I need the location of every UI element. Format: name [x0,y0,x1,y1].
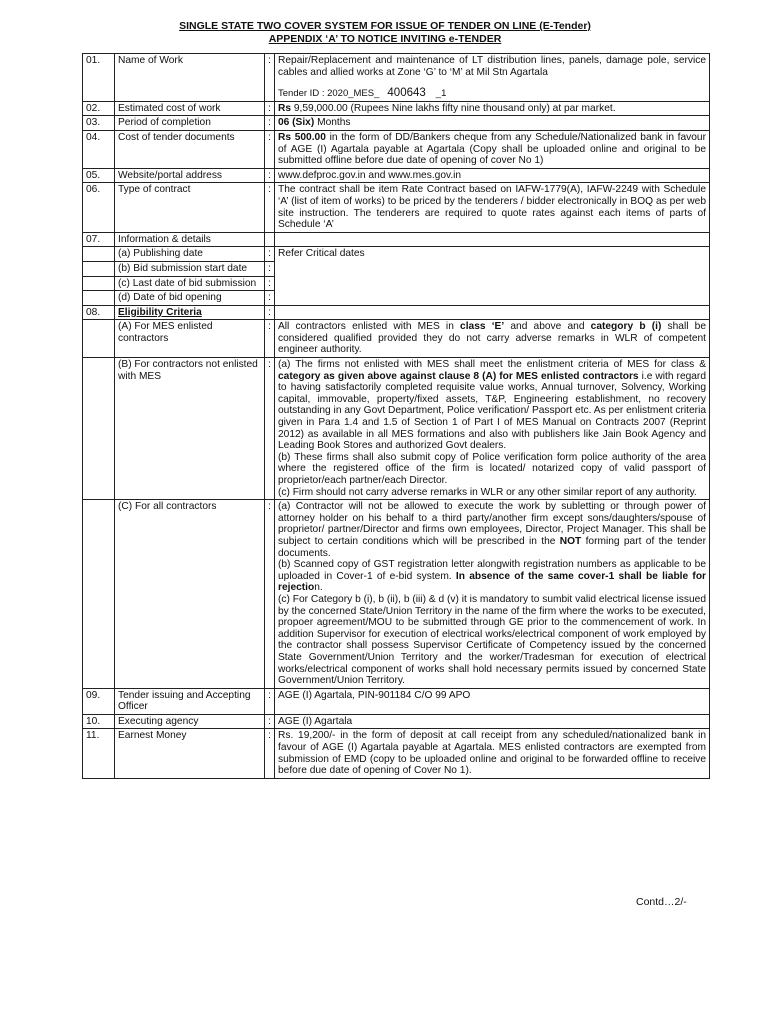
row-label: Information & details [115,232,265,247]
estimated-cost-text: 9,59,000.00 (Rupees Nine lakhs fifty nine thousand only) at par market. [291,102,616,114]
row-number: 09. [83,688,115,714]
table-row [83,500,710,689]
tender-cost-text: in the form of DD/Bankers cheque from any Schedule/Nationalized bank in favour of AGE (I) Agartala payable at Agartala (Copy shall be uploaded online and original to be submitted offline before due date of opening of cover No 1) [278,131,706,167]
table-row [83,168,710,183]
row-label: Earnest Money [115,729,265,778]
table-row [83,183,710,232]
paragraph [278,559,706,594]
tender-id-prefix: Tender ID : 2020_MES_ [278,88,380,100]
row-colon: : [265,183,275,232]
text-run: All contractors enlisted with MES in [278,321,461,333]
row-value [275,320,710,358]
row-value [275,116,710,131]
table-row [83,130,710,168]
sub-label: (d) Date of bid opening [115,291,265,306]
sub-label: (C) For all contractors [115,500,265,689]
row-colon: : [265,291,275,306]
text-run: (b) Scanned copy of GST registration letter alongwith registration numbers as applicable to be uploaded in Cover-1 of e-bid system. [278,559,706,582]
row-label: Website/portal address [115,168,265,183]
table-row [83,688,710,714]
row-colon: : [265,101,275,116]
row-label: Name of Work [115,54,265,102]
row-value: AGE (I) Agartala [275,714,710,729]
continued-note: Contd…2/- [636,896,687,908]
row-number: 06. [83,183,115,232]
table-row [83,116,710,131]
row-colon: : [265,168,275,183]
row-label: Type of contract [115,183,265,232]
sub-label: (A) For MES enlisted contractors [115,320,265,358]
sub-label: (B) For contractors not enlisted with MES [115,358,265,500]
row-colon: : [265,116,275,131]
text-run-bold: category b (i) [590,321,662,333]
tender-details-table [82,53,710,779]
row-colon: : [265,688,275,714]
row-number: 10. [83,714,115,729]
row-label: Tender issuing and Accepting Officer [115,688,265,714]
table-row [83,729,710,778]
row-number: 04. [83,130,115,168]
document-title: SINGLE STATE TWO COVER SYSTEM FOR ISSUE OF TENDER ON LINE (E-Tender) [179,20,591,32]
row-number: 08. [83,305,115,320]
row-colon: : [265,358,275,500]
table-row [83,320,710,358]
row-colon: : [265,500,275,689]
sub-label: (c) Last date of bid submission [115,276,265,291]
name-of-work-text: Repair/Replacement and maintenance of LT distribution lines, panels, damage pole, service cables and allied works at Zone ‘G’ to ‘M’ at Mil Stn Agartala [278,55,706,78]
row-value [275,500,710,689]
period-bold: 06 (Six) [278,117,315,129]
table-row [83,54,710,102]
tender-id-suffix: _1 [435,88,447,100]
row-value: Rs. 19,200/- in the form of deposit at call receipt from any scheduled/nationalized bank in favour of AGE (I) Agartala payable at Agartala. MES enlisted contractors are exempted from submission of EMD (copy to be uploaded online and original to be forwarded offline to receive before due date of opening of Cover No 1). [275,729,710,778]
table-row [83,305,710,320]
document-subtitle: APPENDIX ‘A’ TO NOTICE INVITING e-TENDER [268,33,502,45]
row-colon: : [265,729,275,778]
paragraph [278,359,706,452]
website-link[interactable]: www.defproc.gov.in and www.mes.gov.in [275,168,710,183]
sub-label: (b) Bid submission start date [115,261,265,276]
row-colon: : [265,305,275,320]
row-label: Estimated cost of work [115,101,265,116]
sub-label: (a) Publishing date [115,247,265,262]
text-run: shall be considered qualified provided they do not carry adverse remarks in WLR of competent engineer authority. [278,321,706,356]
tender-id [278,88,706,100]
row-colon: : [265,714,275,729]
text-run-bold: In absence of the same cover-1 shall be liable for rejectio [278,570,707,594]
table-row [83,358,710,500]
row-value: Refer Critical dates [275,247,710,305]
row-label: Eligibility Criteria [115,305,265,320]
row-number: 03. [83,116,115,131]
row-colon: : [265,247,275,262]
table-row [83,232,710,247]
period-text: Months [314,117,351,129]
text-run: n. [314,582,323,594]
row-value [275,54,710,102]
paragraph: (c) For Category b (i), b (ii), b (iii) & d (v) it is mandatory to sumbit valid electrical license issued by the concerned State/Union Territory in the name of the firm where the works to be executed, propoer agreement/MOU to be submitted through GE prior to the commencement of work. In addition Supervisor for execution of electrical works/electrical component of work employed by the contractor shall possess Supervisor Certificate of Competency issued by the concerned State Government/Union Territory and the worker/Tradesman for execution of electrical works/electrical component of works shall hold necessary permits issued by concerned State Government/Union Territory. [278,593,706,687]
text-run: (a) Contractor will not be allowed to execute the work by subletting or through power of attorney holder on his behalf to a third party/another firm except sons/daughters/spouse of proprietor/ partner/Director and firms own employees, Director, Project Manager. This shall be subject to certain conditions which will be prescribed in the [278,501,706,547]
text-run: forming part of the tender documents. [278,535,706,559]
row-colon: : [265,276,275,291]
row-value [275,101,710,116]
text-run: and above and [504,321,591,333]
row-colon: : [265,54,275,102]
row-number: 07. [83,232,115,247]
text-run: i.e with regard to having satisfactorily completed requisite value works, Annual turnover, Solvency, Working capital, immovable, property/fixed assets, T&P, Engineering establishment, no recovery outstanding in any Govt Department, Police verification/ Passport etc. As per enlistment criteria given in Para 1.4 and 1.5 of Section 1 of Part I of MES Manual on Contracts 2007 (Reprint 2012) as available in all MES formations and also with publishers like Jain Book Agency and Leading Book Stores and authorized Govt dealers. [278,370,706,452]
row-number: 11. [83,729,115,778]
tender-cost-bold: Rs 500.00 [278,131,326,143]
row-label: Executing agency [115,714,265,729]
row-label: Cost of tender documents [115,130,265,168]
currency-label: Rs [278,102,292,114]
row-colon: : [265,320,275,358]
row-value: AGE (I) Agartala, PIN-901184 C/O 99 APO [275,688,710,714]
row-colon: : [265,261,275,276]
text-run: (a) The firms not enlisted with MES shall meet the enlistment criteria of MES for class & [278,359,706,371]
row-number: 05. [83,168,115,183]
text-run-bold: category as given above against clause 8 (A) for MES enlisted contractors [278,370,639,382]
paragraph: (b) These firms shall also submit copy of Police verification form police authority of the area where the registered office of the firm is located/ notarized copy of valid passport of proprietor/each partner/each Director. [278,451,706,486]
text-run-bold: NOT [559,535,582,547]
row-colon: : [265,130,275,168]
paragraph [278,501,706,559]
tender-id-number: 400643 [387,87,426,100]
row-number: 02. [83,101,115,116]
text-run-bold: class ‘E’ [460,321,505,333]
table-row [83,714,710,729]
row-value [275,358,710,500]
table-row [83,101,710,116]
paragraph: (c) Firm should not carry adverse remarks in WLR or any other similar report of any authority. [278,486,697,498]
table-row [83,247,710,262]
row-label: Period of completion [115,116,265,131]
row-value: The contract shall be item Rate Contract based on IAFW-1779(A), IAFW-2249 with Schedule ‘A’ (list of item of works) to be priced by the tenderers / bidder electronically in BOQ as per web site instruction. The tenderers are required to quote rates against each items of parts of Schedule ‘A’ [275,183,710,232]
row-value [275,130,710,168]
row-number: 01. [83,54,115,102]
